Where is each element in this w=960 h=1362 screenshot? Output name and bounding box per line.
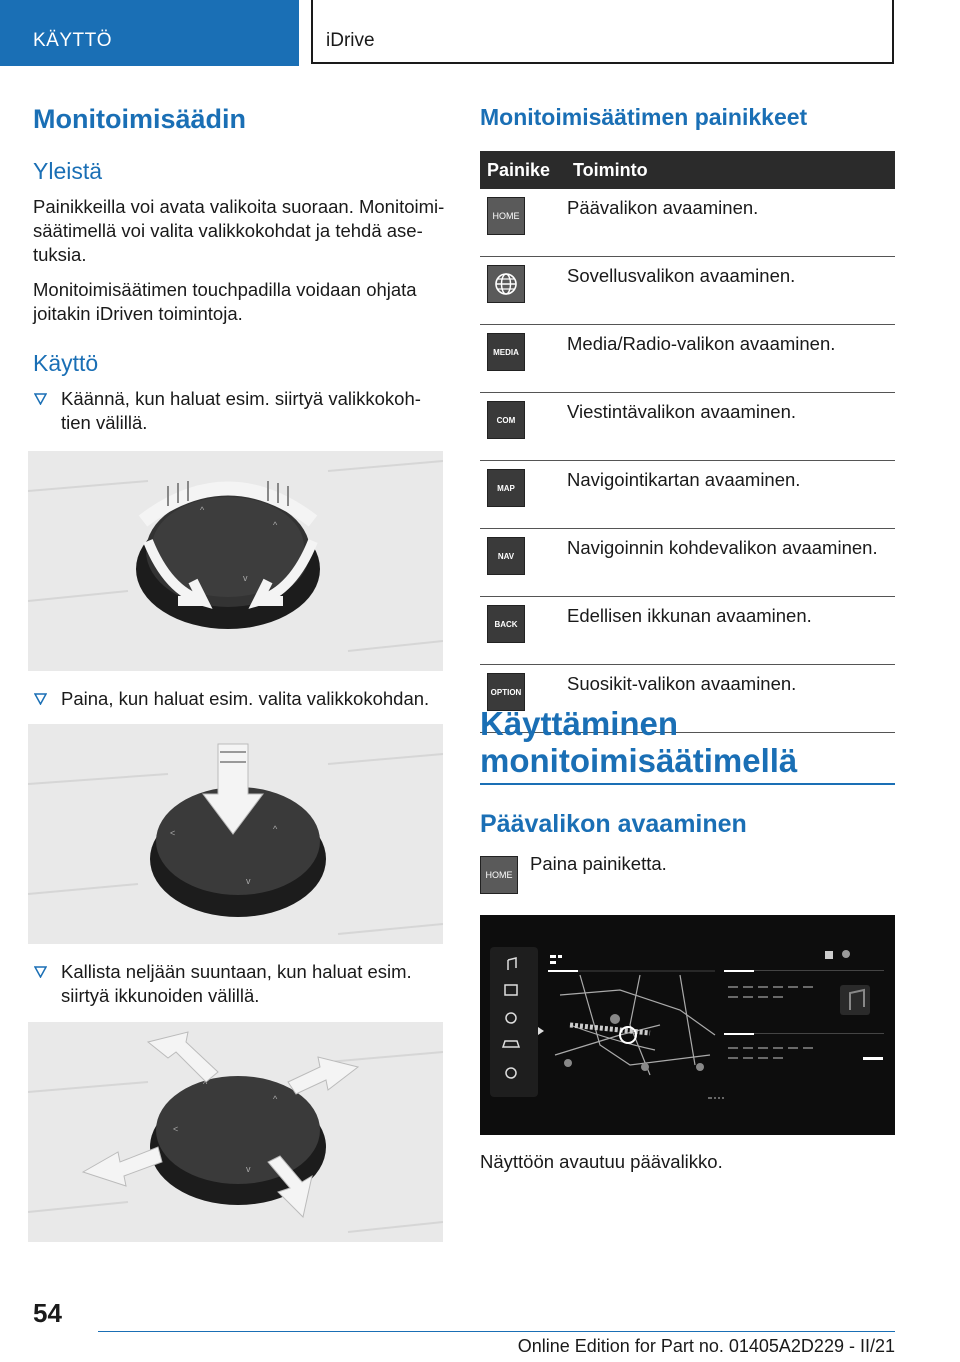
controller-rotate-image: [28, 451, 443, 671]
bullet-tilt: Kallista neljään suuntaan, kun haluat esim. siirtyä ikkunoiden välillä.: [34, 960, 412, 1008]
row-text: Suosikit-valikon avaaminen.: [566, 665, 895, 733]
table-row: [480, 529, 895, 597]
svg-text:v: v: [246, 1164, 251, 1174]
bullet-rotate: Käännä, kun haluat esim. siirtyä valikkokoh- tien välillä.: [34, 387, 421, 435]
home-button-icon: HOME: [487, 197, 525, 235]
svg-text:^: ^: [203, 1079, 208, 1089]
column-header-function: Toiminto: [566, 151, 895, 189]
row-text: Navigointikartan avaaminen.: [566, 461, 895, 529]
header-topic-box: [311, 0, 894, 64]
page-number: 54: [33, 1298, 62, 1328]
buttons-heading: Monitoimisäätimen painikkeet: [480, 104, 808, 130]
footer: [98, 1331, 895, 1356]
svg-text:^: ^: [200, 505, 205, 515]
table-row: [480, 393, 895, 461]
header-topic-label: iDrive: [326, 30, 375, 51]
section-divider: [480, 783, 895, 785]
idrive-main-menu-screenshot: [480, 915, 895, 1135]
press-instruction: Paina painiketta.: [530, 853, 667, 874]
com-button-icon: COM: [487, 401, 525, 439]
table-row: [480, 257, 895, 325]
table-row: [480, 597, 895, 665]
row-text: Viestintävalikon avaaminen.: [566, 393, 895, 461]
footer-edition: Online Edition for Part no. 01405A2D229 - II/21: [517, 1336, 895, 1356]
back-button-icon: BACK: [487, 605, 525, 643]
globe-button-icon: [487, 265, 525, 303]
option-button-icon: OPTION: [487, 673, 525, 711]
general-heading: Yleistä: [33, 158, 103, 184]
controller-tilt-image: [28, 1022, 443, 1242]
row-text: Edellisen ikkunan avaaminen.: [566, 597, 895, 665]
svg-text:v: v: [243, 573, 248, 583]
use-heading: Käyttö: [33, 350, 99, 376]
result-text: Näyttöön avautuu päävalikko.: [480, 1151, 723, 1172]
row-text: Sovellusvalikon avaaminen.: [566, 257, 895, 325]
table-row: [480, 461, 895, 529]
section-heading: Käyttäminen monitoimisäätimellä: [480, 705, 798, 779]
buttons-table: [480, 151, 895, 733]
header-section-tab: [0, 0, 299, 66]
bullet-triangle-icon: [34, 393, 47, 405]
sub-heading: Päävalikon avaaminen: [480, 810, 747, 838]
bullet-triangle-icon: [34, 693, 47, 705]
nav-button-icon: NAV: [487, 537, 525, 575]
general-paragraph-1: Painikkeilla voi avata valikoita suoraan. Monitoimi- säätimellä voi valita valikkokohdat ja tehdä ase- tuksia.: [33, 196, 445, 265]
buttons-table-header: [480, 151, 895, 189]
controller-press-image: [28, 724, 443, 944]
media-button-icon: MEDIA: [487, 333, 525, 371]
svg-text:^: ^: [273, 520, 278, 530]
svg-text:v: v: [246, 876, 251, 886]
table-row: [480, 325, 895, 393]
row-text: Navigoinnin kohdevalikon avaaminen.: [566, 529, 895, 597]
header-section-label: KÄYTTÖ: [33, 30, 113, 51]
table-row: [480, 189, 895, 257]
svg-text:<: <: [170, 828, 176, 838]
svg-text:<: <: [173, 1124, 179, 1134]
bullet-press: Paina, kun haluat esim. valita valikkokohdan.: [34, 687, 429, 711]
page-title: Monitoimisäädin: [33, 104, 247, 134]
map-button-icon: MAP: [487, 469, 525, 507]
bullet-triangle-icon: [34, 966, 47, 978]
general-paragraph-2: Monitoimisäätimen touchpadilla voidaan ohjata joitakin iDriven toimintoja.: [33, 279, 417, 324]
row-text: Päävalikon avaaminen.: [566, 189, 895, 257]
row-text: Media/Radio-valikon avaaminen.: [566, 325, 895, 393]
home-button-icon: HOME: [480, 856, 518, 894]
svg-text:^: ^: [273, 824, 278, 834]
column-header-button: Painike: [480, 151, 566, 189]
svg-text:^: ^: [273, 1094, 278, 1104]
